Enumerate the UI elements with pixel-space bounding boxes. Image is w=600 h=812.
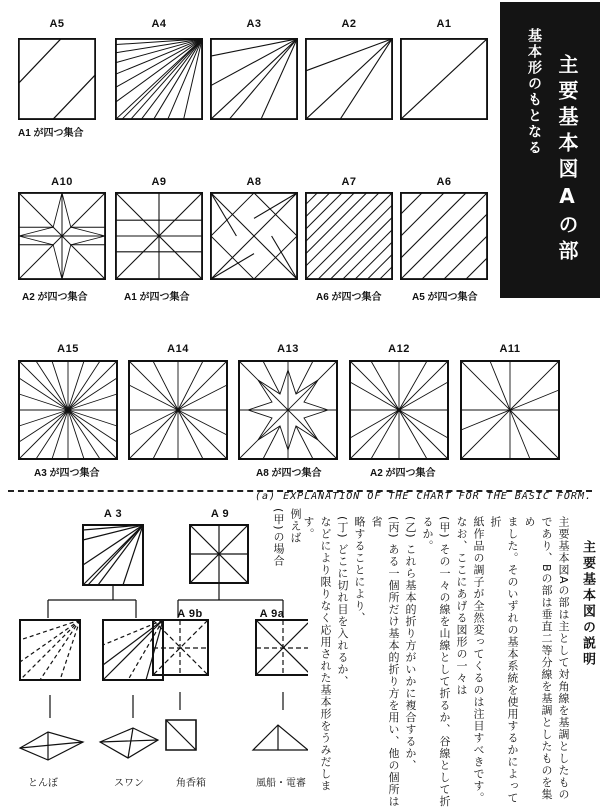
- diagram-label: A5: [49, 18, 65, 30]
- result-boat: 風船・電審: [256, 778, 306, 789]
- diagram-a9: [115, 192, 203, 280]
- result-dragonfly: とんぼ: [28, 778, 58, 789]
- diagram-label: A11: [499, 343, 521, 355]
- paragraph-line: (甲) その一々の線を山線として折るか、谷線として折: [438, 516, 451, 808]
- caption: A2 が四つ集合: [22, 292, 88, 303]
- diagram-a14: [128, 360, 228, 460]
- caption: A1 が四つ集合: [124, 292, 190, 303]
- paragraph-line: 略することにより、: [353, 516, 366, 624]
- diagram-a7: [305, 192, 393, 280]
- diagram-a11: [460, 360, 560, 460]
- basic-form-tree: [8, 520, 308, 790]
- diagram-label: A2: [341, 18, 357, 30]
- diagram-label: A15: [57, 343, 79, 355]
- caption: A5 が四つ集合: [412, 292, 478, 303]
- diagram-a12: [349, 360, 449, 460]
- caption: A6 が四つ集合: [316, 292, 382, 303]
- diagram-label: A13: [277, 343, 299, 355]
- diagram-a15: [18, 360, 118, 460]
- result-box: 角香箱: [176, 778, 206, 789]
- diagram-label: A4: [151, 18, 167, 30]
- diagram-a6: [400, 192, 488, 280]
- result-swan: スワン: [114, 778, 144, 789]
- diagram-label: A10: [51, 176, 73, 188]
- paragraph-line: (丙) ある一個所だけ基本的折り方を用い、他の個所は省: [370, 516, 400, 808]
- paragraph-line: なお、ここにあげる図形の一々は: [455, 516, 468, 696]
- diagram-a13: [238, 360, 338, 460]
- caption: A1 が四つ集合: [18, 128, 84, 139]
- example-note-line-2: (甲)の場合: [272, 508, 285, 567]
- title-line-2: 主要基本図Aの部: [555, 54, 579, 266]
- title-block: [500, 2, 600, 298]
- paragraph-line: ました。そのいずれの基本系統を使用するかによって折: [489, 516, 519, 804]
- paragraph-line: 紙作品の調子が全然変ってくるのは注目すべきです。: [472, 516, 485, 804]
- diagram-label: A9: [151, 176, 167, 188]
- explanation-header: (a) EXPLANATION OF THE CHART FOR THE BASIC FORM.: [255, 491, 592, 502]
- diagram-label: A14: [167, 343, 189, 355]
- paragraph-line: であり、Bの部は垂直二等分線を基調としたものを集め: [523, 516, 553, 801]
- caption: A2 が四つ集合: [370, 468, 436, 479]
- diagram-a3: [210, 38, 298, 120]
- example-note-line-1: 例えば: [289, 508, 302, 544]
- title-line-1: 基本形のもとなる: [526, 28, 542, 156]
- paragraph-line: るか。: [421, 516, 434, 552]
- tree-label-a9a: A 9a: [259, 608, 285, 620]
- diagram-label: A12: [388, 343, 410, 355]
- tree-label-a9b: A 9b: [177, 608, 203, 620]
- diagram-label: A8: [246, 176, 262, 188]
- explanation-body: [302, 516, 572, 808]
- section-title: 主要基本図の説明: [580, 540, 595, 668]
- example-note: [270, 508, 304, 628]
- paragraph-line: (丁) どこに切れ目を入れるか、: [336, 516, 349, 688]
- paragraph-line: 主要基本図Aの部は主として対角線を基調としたもの: [557, 516, 570, 801]
- paragraph-line: (乙) これら基本的折り方がいかに複合するか、: [404, 516, 417, 772]
- diagram-label: A3: [246, 18, 262, 30]
- diagram-a4: [115, 38, 203, 120]
- caption: A3 が四つ集合: [34, 468, 100, 479]
- diagram-a8: [210, 192, 298, 280]
- paragraph-line: などにより限りなく応用された基本形をうみだします。: [302, 516, 332, 792]
- diagram-a1: [400, 38, 488, 120]
- diagram-label: A1: [436, 18, 452, 30]
- caption: A8 が四つ集合: [256, 468, 322, 479]
- tree-label-a9: A 9: [210, 508, 230, 520]
- tree-label-a3: A 3: [103, 508, 123, 520]
- diagram-a2: [305, 38, 393, 120]
- diagram-a5: [18, 38, 96, 120]
- diagram-label: A7: [341, 176, 357, 188]
- diagram-a10: [18, 192, 106, 280]
- diagram-label: A6: [436, 176, 452, 188]
